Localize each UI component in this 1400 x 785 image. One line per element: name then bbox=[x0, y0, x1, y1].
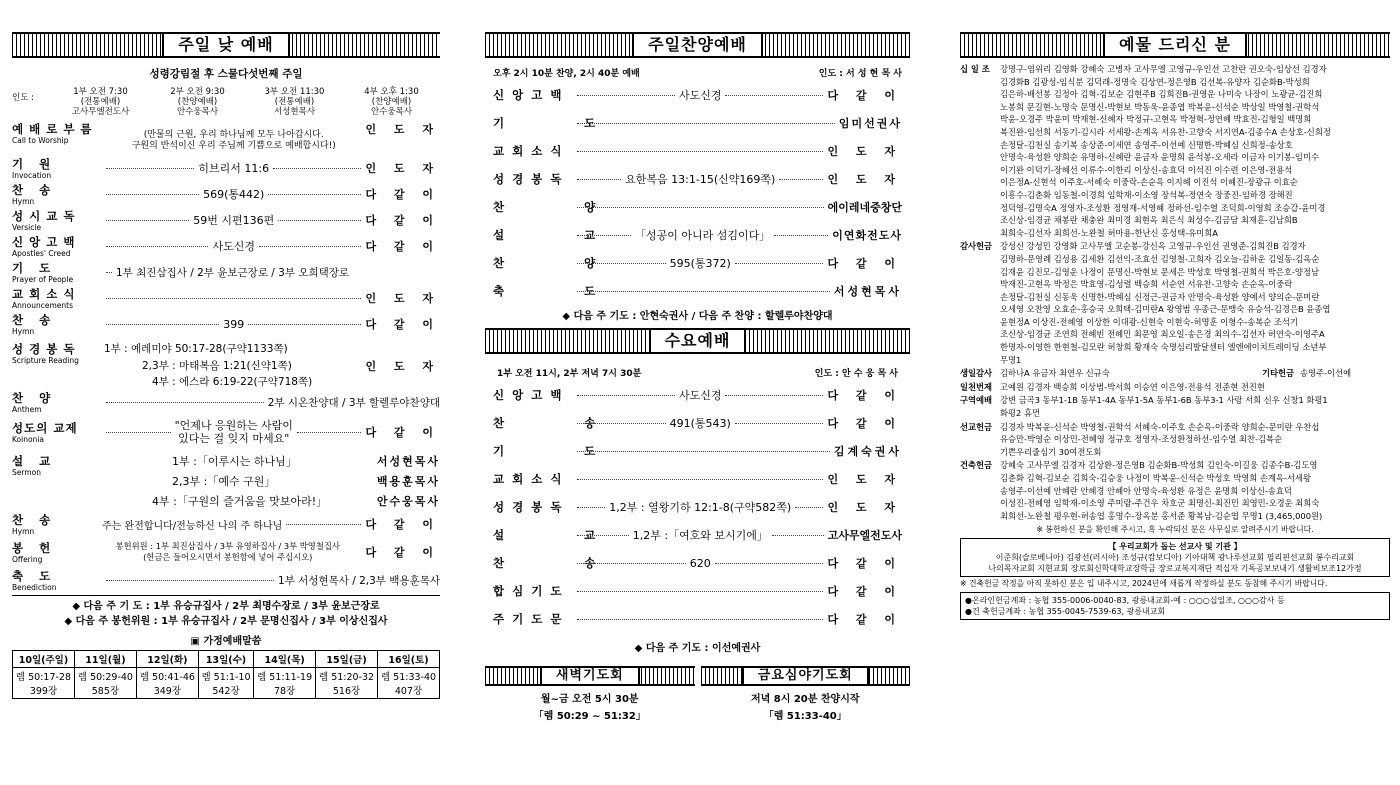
offering-category bbox=[960, 278, 1000, 291]
offering-group bbox=[960, 459, 1390, 522]
offering-names: 강명구-염위리 김영화 강혜숙 고병자 고사무엘 고영규-우인선 고찬란 권오숙-임상선 김경자 bbox=[1000, 64, 1327, 74]
offerings-title: 예물 드리신 분 bbox=[1103, 34, 1247, 56]
offering-category bbox=[960, 151, 1000, 164]
offering-category bbox=[960, 101, 1000, 114]
offering-line bbox=[960, 113, 1390, 126]
offering-line bbox=[960, 421, 1390, 434]
hymn-2: 찬 송 Hymn 399 다 같 이 bbox=[12, 313, 441, 336]
offering-category bbox=[960, 472, 1000, 485]
offering-group bbox=[960, 367, 1390, 380]
offering-line bbox=[960, 459, 1390, 472]
invocation: 기 원 Invocation 히브리서 11:6 인 도 자 bbox=[12, 157, 440, 180]
offering-names: 박윤-오경주 박윤미 박재현-신혜자 박정규-고현옥 박정혁-정연혜 박효진-김형일 백명희 bbox=[1000, 114, 1312, 125]
building-notice: ※ 건축헌금 작정을 아직 못하신 분은 입 내주시고, 2024년에 새롭게 작정하실 분도 동참해 주시기 바랍니다. bbox=[960, 579, 1328, 589]
offering-line bbox=[960, 354, 1390, 367]
offering-line bbox=[960, 497, 1390, 510]
offering-names: 강혜숙 고사무엘 김경자 김상환-정은영B 김순화B-박성희 김인숙-이길웅 김종수B-김도영 bbox=[1000, 460, 1318, 471]
scripture-reading: 성경봉독 Scripture Reading 1부 : 예레미야 50:17-28(구약1133쪽) 2,3부 : 마태복음 1:21(신약1쪽) 인 도 자 4부 : 에스라 6:19-22(구약718쪽) bbox=[12, 342, 440, 388]
offering-names: 송영주-이선예 안혜란 안혜경 안혜아 안명숙-육성환 유정은 윤명희 이상신-송효덕 bbox=[1000, 485, 1292, 496]
offering-line bbox=[960, 407, 1390, 420]
offering-names: 손정달-김천실 송기복 송상준-이세연 송영주-이선예 신명한-박혜심 신희정-송상호 bbox=[1000, 139, 1293, 150]
offering-names: 이성진-전혜영 임학재-이소영 주미람-주건우 차호군 최명신-최진민 최영민-오경운 최희숙 bbox=[1000, 498, 1320, 509]
offering-category bbox=[960, 328, 1000, 341]
offering-line bbox=[960, 164, 1390, 177]
service-times bbox=[12, 87, 440, 117]
sermon: 설 교 Sermon 1부 :「이루시는 하나님」 서성현목사 2,3부 :「예수 구원」 백용훈목사 4부 :「구원의 즐거움을 맛보아라!」 안수웅목사 bbox=[12, 454, 440, 508]
offering-category: 생일감사 bbox=[960, 368, 993, 379]
wednesday-item: 기 도 김계숙권사 bbox=[493, 444, 902, 458]
offering-category bbox=[960, 497, 1000, 510]
offering-line bbox=[960, 367, 1390, 380]
offering-category bbox=[960, 227, 1000, 240]
offering-line bbox=[960, 381, 1390, 394]
offering-names: 김경화B 김광성-임식분 김덕래-정명숙 김상연-정은영B 김선복-유양자 김순화B-박성희 bbox=[1000, 76, 1310, 87]
praise-item: 찬 양 595(통372) 다 같 이 bbox=[493, 256, 902, 270]
offering-names: 김하나A 유금자 최연우 신규숙 bbox=[1000, 368, 1110, 379]
wednesday-item: 찬 송 620 다 같 이 bbox=[493, 556, 903, 570]
offering-names: 송영주-이선예 bbox=[1300, 368, 1352, 379]
offering-names: 화평2 휴먼 bbox=[1000, 408, 1040, 419]
dawn-prayer: 새벽기도회 월~금 오전 5시 30분 「렘 50:29 ~ 51:32」 bbox=[485, 666, 695, 722]
offering-names: 김경자 박복윤-신석순 박영철-권학석 서혜숙-이주호 손순옥-이중락 양희순-문미란 우찬섭 bbox=[1000, 421, 1320, 432]
offering-line bbox=[960, 139, 1390, 152]
anthem: 찬 양 Anthem 2부 시온찬양대 / 3부 할렐루야찬양대 bbox=[12, 391, 440, 414]
offering-line bbox=[960, 76, 1390, 89]
offering-line bbox=[960, 485, 1390, 498]
praise-item: 축 도 서성현목사 bbox=[493, 284, 902, 298]
offering-line bbox=[960, 266, 1390, 279]
offering-category bbox=[960, 303, 1000, 316]
offering-names: 오세영 오찬영 오효순-홍승국 오희택-김미란A 왕영범 우종근-문맹숙 유승석-김경은B 윤종엽 bbox=[1000, 304, 1331, 315]
offering-category bbox=[960, 253, 1000, 266]
offering-category: 일천번제 bbox=[960, 381, 993, 392]
sunday-subtitle: 성령강림절 후 스물다섯번째 주일 bbox=[149, 68, 303, 80]
offering-line bbox=[960, 227, 1390, 240]
offering-group bbox=[960, 421, 1390, 459]
offering-category bbox=[960, 176, 1000, 189]
apostles-creed: 신앙고백 Apostles' Creed 사도신경 다 같 이 bbox=[12, 235, 440, 258]
offering-line bbox=[960, 151, 1390, 164]
wednesday-title: 수요예배 bbox=[649, 330, 747, 352]
offering-names: 김명하-문영례 김성용 김세환 김선익-조효선 김영철-고희자 김오늘-김하운 김일동-김옥순 bbox=[1000, 253, 1320, 264]
praise-item: 찬 양 에이레네중창단 bbox=[493, 200, 902, 214]
offering-line bbox=[960, 328, 1390, 341]
offering-line bbox=[960, 446, 1390, 459]
wednesday-item: 주 기 도 문 다 같 이 bbox=[493, 612, 902, 626]
offering-names: 유승만-박영순 이상민-전혜영 정규호 정영자-조성환정하선-임수열 최찬-김복순 bbox=[1000, 434, 1282, 445]
offering-names: 이은정A-신현석 이주호-서혜숙 이중락-손순옥 이지혜 이진석 이혜진-장광규 이효순 bbox=[1000, 177, 1298, 188]
offering-names: 노봉희 문길현-노명숙 문명신-박현보 박동욱-윤종엽 박복윤-신석순 박상일 박영철-권학석 bbox=[1000, 101, 1320, 112]
offering-names: 한명자-이영한 한현철-김모란 허창희 황재숙 숙명심리발달센터 엘엔에이치트레이딩 소년부 bbox=[1000, 342, 1327, 353]
offering-category: 기타헌금 bbox=[1261, 368, 1294, 379]
offering-category bbox=[960, 214, 1000, 227]
offerings-column bbox=[960, 32, 1390, 620]
offering-category: 십 일 조 bbox=[960, 64, 990, 74]
offering-names: 조신상-임경균 조연희 전혜빈 전혜민 최문영 최오일-송은경 최의수-김선자 허연숙-이영주A bbox=[1000, 329, 1325, 340]
benediction: 축 도 Benediction 1부 서성현목사 / 2,3부 백용훈목사 bbox=[12, 569, 440, 592]
offering-names: 손정달-김천실 신동욱 신명한-박혜심 신정근-권금자 안명숙-육성환 양예서 양의순-문미란 bbox=[1000, 291, 1320, 302]
wednesday-order-list bbox=[485, 381, 910, 633]
offering-line bbox=[960, 189, 1390, 202]
wednesday-item: 성 경 봉 독 1,2부 : 열왕기하 12:1-8(구약582쪽) 인 도 자 bbox=[493, 500, 902, 514]
offering-category bbox=[960, 485, 1000, 498]
service-3: 3부 오전 11:30 (전통예배) 서성현목사 bbox=[264, 87, 325, 117]
offering-line bbox=[960, 253, 1390, 266]
prayer: 기 도 Prayer of People 1부 최진삼집사 / 2부 윤보근장로 / 3부 오희택장로 bbox=[12, 261, 350, 284]
call-to-worship: 예배로부름 Call to Worship (만물의 근원, 우리 하나님께 모두 나아갑시다. 구원의 반석이신 우리 주님께 기쁨으로 예배합시다!) 인 도 자 bbox=[12, 122, 440, 151]
offering-category bbox=[960, 341, 1000, 354]
praise-title: 주일찬양예배 bbox=[632, 34, 763, 56]
wednesday-item: 신 앙 고 백 사도신경 다 같 이 bbox=[493, 388, 902, 402]
praise-next: ◆ 다음 주 기도 : 안현숙권사 / 다음 주 찬양 : 할렐루야찬양대 bbox=[562, 311, 833, 322]
offering-names: 최희선-노완철 평우현-허송엽 홍명수-장옥분 홍서준 황복남-김순엽 무명1 (3,465,000원) bbox=[1000, 510, 1323, 521]
versicle: 성시교독 Versicle 59번 시편136편 다 같 이 bbox=[12, 209, 441, 232]
offering-line bbox=[960, 240, 1390, 253]
offering-category bbox=[960, 291, 1000, 304]
wednesday-item: 교 회 소 식 인 도 자 bbox=[493, 472, 902, 486]
hymn-3: 찬 송 Hymn 주는 완전합니다/전능하신 나의 주 하나님 다 같 이 bbox=[12, 513, 440, 536]
offering-names: 정덕영-김명숙A 정영자-조성환 정영재-서영혜 정하선-임수열 조덕희-이영희 조승갑-윤미경 bbox=[1000, 202, 1326, 213]
offering-names: 조신상-임경균 채봉란 채충완 최미경 최현옥 최은식 최성수-김금담 최재훈-김남희B bbox=[1000, 215, 1298, 226]
offering-category bbox=[960, 266, 1000, 279]
offering-names: 이흥수-김춘화 임동철-이경희 임학재-이소영 장석복-정연숙 장중진-임하경 장해진 bbox=[1000, 189, 1293, 200]
offering-names: 김은하-배선봉 김정아 김혁-김보순 김현주B 김희진B-권영운 나미숙 나장이 노광균-김진희 bbox=[1000, 89, 1323, 100]
offering-category bbox=[960, 126, 1000, 139]
praise-item: 기 도 임미선권사 bbox=[493, 116, 902, 130]
wednesday-time-row: 1부 오전 11시, 2부 저녁 7시 30분 인도 : 안 수 웅 목 사 bbox=[497, 369, 898, 379]
bank-box: ●온라인헌금계좌 : 농협 355-0006-0040-83, 광릉내교회-예 : ○○○십일조, ○○○감사 등 ●건 축헌금계좌 : 농협 355-0045-7539-63, 광릉내교회 bbox=[960, 592, 1390, 620]
sunday-title-banner bbox=[12, 32, 440, 58]
leader-label: 인도 : bbox=[12, 93, 34, 103]
hymn-1: 찬 송 Hymn 569(통442) 다 같 이 bbox=[12, 183, 440, 206]
offering-names: 강성신 강성민 강영화 고사무엘 고순봉-강신옥 고영규-우인선 권영준-김희진B 김경자 bbox=[1000, 241, 1306, 252]
offering-names: 강변 금곡3 동부1-1B 동부1-4A 동부1-5A 동부1-6B 동부3-1 사랑 서희 신우 신창1 화평1 bbox=[1000, 395, 1328, 406]
offering-line bbox=[960, 278, 1390, 291]
praise-item: 신 앙 고 백 사도신경 다 같 이 bbox=[493, 88, 902, 102]
mission-box: 【 우리교회가 돕는 선교사 및 기관 】 이준희(슬로베니아) 김광선(러시아) 조성규(캄보디아) 기아대책 광나루선교회 필리핀선교회 봉수리교회 나의목자교회 지현교회 장로회신학대학교장학금 장로교복지재단 적십자 기독공보보내기 생활비보조12가정 bbox=[960, 538, 1390, 577]
offering-names: 윤현정A 이상진-전혜영 이상한 이대광-신현숙 이현숙-허명훈 이형수-송복순 조석기 bbox=[1000, 316, 1298, 327]
offering-category bbox=[960, 189, 1000, 202]
offering-names: 고예원 김경자 백승희 이상범-박서희 이승연 이은영-전용석 전준현 전진현 bbox=[1000, 381, 1265, 392]
praise-order-list bbox=[485, 81, 910, 305]
offering-line bbox=[960, 176, 1390, 189]
praise-item: 설 교 「성공이 아니라 섬김이다」 이연화전도사 bbox=[493, 228, 902, 242]
daily-title: ▣ 가정예배말씀 bbox=[190, 636, 262, 647]
wednesday-item: 합 심 기 도 다 같 이 bbox=[493, 584, 902, 598]
service-1: 1부 오전 7:30 (전통예배) 고사무엘전도사 bbox=[71, 87, 130, 117]
offering-category bbox=[960, 113, 1000, 126]
offerings-list bbox=[960, 63, 1390, 522]
offering-category bbox=[960, 139, 1000, 152]
offering-names: 기쁜우리줄심기 30여전도회 bbox=[1000, 446, 1102, 457]
offering-line bbox=[960, 291, 1390, 304]
service-4: 4부 오후 1:30 (찬양예배) 안수웅목사 bbox=[364, 87, 419, 117]
announcements: 교회소식 Announcements 인 도 자 bbox=[12, 287, 440, 310]
offering-group bbox=[960, 63, 1390, 239]
daily-table: 10일(주일) 11일(월) 12일(화) 13일(수) 14일(목) 15일(금) 16일(토) 렘 50:17-28 399장 렘 50:29-40 585장 렘 50:41-46 349장 렘 51:1-10 542장 렘 51:11-19 78장 렘 51:20-32 516장 렘 51:33-40 407장 bbox=[12, 650, 440, 699]
offering-line bbox=[960, 214, 1390, 227]
offering-group bbox=[960, 381, 1390, 394]
offering-names: 안명숙-육성환 양희순 유명하-신혜란 윤금자 윤명희 윤석봉-오세라 이금자 이기봉-임미수 bbox=[1000, 152, 1319, 163]
offering-names: 박재진-고현옥 박정은 박효영-김성렬 백승희 서순연 서유찬-고향숙 손순옥-이중락 bbox=[1000, 279, 1293, 290]
offering-line bbox=[960, 63, 1390, 76]
offering-names: 김춘화 김혁-김보순 김희숙-김승웅 나정이 박복윤-신석순 박성호 박영희 손계옥-서세왕 bbox=[1000, 473, 1311, 483]
friday-prayer: 금요심야기도회 저녁 8시 20분 찬양시작 「렘 51:33-40」 bbox=[701, 666, 911, 722]
wednesday-item: 찬 송 491(통543) 다 같 이 bbox=[493, 416, 902, 430]
offering-category bbox=[960, 433, 1000, 446]
offering-names: 무명1 bbox=[1000, 354, 1022, 365]
offering-group bbox=[960, 394, 1390, 419]
offering-category bbox=[960, 446, 1000, 459]
service-2: 2부 오전 9:30 (찬양예배) 안수웅목사 bbox=[170, 87, 225, 117]
offering-category bbox=[960, 510, 1000, 523]
offering-category: 선교헌금 bbox=[960, 421, 993, 432]
offering-names: 김재윤 김진모-김영운 나정이 문명신-박현보 문세은 박성호 박영철-권희석 박은호-양정남 bbox=[1000, 266, 1319, 277]
offerings-notice: ※ 봉헌하신 분을 확인해 주시고, 혹 누락되신 분은 사무실로 알려주시기 바랍니다. bbox=[1036, 525, 1314, 535]
praise-item: 교 회 소 식 인 도 자 bbox=[493, 144, 902, 158]
offering-names: 복진완-임선희 서동기-김시라 서세왕-손계옥 서유찬-고향숙 서지연A-김종수A 손상호-신희정 bbox=[1000, 126, 1331, 137]
wednesday-item: 설 교 1,2부 :「여호와 보시기에」 고사무엘전도사 bbox=[493, 528, 902, 542]
offering-line bbox=[960, 303, 1390, 316]
prayer-meetings bbox=[485, 666, 910, 722]
praise-item: 성 경 봉 독 요한복음 13:1-15(신약169쪽) 인 도 자 bbox=[493, 172, 903, 186]
offering-line bbox=[960, 394, 1390, 407]
sunday-worship-column bbox=[12, 32, 440, 699]
offering-category: 감사헌금 bbox=[960, 241, 993, 252]
offering-category bbox=[960, 88, 1000, 101]
offering-names: 최희숙-김선자 최희선-노완철 허마용-한난신 홍성택-유미희A bbox=[1000, 227, 1218, 238]
offering-line bbox=[960, 341, 1390, 354]
offering-line bbox=[960, 88, 1390, 101]
offering-line bbox=[960, 472, 1390, 485]
offering-category bbox=[960, 202, 1000, 215]
offerings-title-banner bbox=[960, 32, 1390, 58]
offering-line bbox=[960, 101, 1390, 114]
wednesday-title-banner bbox=[485, 328, 910, 354]
offering-group bbox=[960, 240, 1390, 366]
offering-category bbox=[960, 76, 1000, 89]
sunday-title: 주일 낮 예배 bbox=[162, 34, 289, 56]
offering-line bbox=[960, 510, 1390, 523]
wednesday-next: ◆ 다음 주 기도 : 이선예권사 bbox=[634, 643, 761, 654]
offering-line bbox=[960, 126, 1390, 139]
offering-category bbox=[960, 164, 1000, 177]
offering-line bbox=[960, 202, 1390, 215]
praise-title-banner bbox=[485, 32, 910, 58]
offering-line bbox=[960, 433, 1390, 446]
praise-time-row: 오후 2시 10분 찬양, 2시 40분 예배 인도 : 서 성 현 목 사 bbox=[493, 69, 902, 79]
offering-category: 구역예배 bbox=[960, 395, 993, 406]
offering-category bbox=[960, 354, 1000, 367]
offering-category bbox=[960, 407, 1000, 420]
offering-category bbox=[960, 316, 1000, 329]
offering-category: 건축헌금 bbox=[960, 460, 993, 471]
next-week-sunday: ◆ 다음 주 기 도 : 1부 유승규집사 / 2부 최명수장로 / 3부 윤보근장로 ◆ 다음 주 봉헌위원 : 1부 유승규집사 / 2부 문명신집사 / 3부 이상신집사 bbox=[12, 595, 440, 629]
praise-wednesday-column bbox=[485, 32, 910, 722]
offering-names: 이기완 이덕기-장혜선 이류수-이한리 이상신-송효덕 이석진 이수련 이은영-전용석 bbox=[1000, 164, 1293, 175]
offering-line bbox=[960, 316, 1390, 329]
koinonia: 성도의 교제 Koinonia "언제나 응원하는 사람이 있다는 걸 잊지 마세요" 다 같 이 bbox=[12, 419, 441, 445]
offering: 봉 헌 Offering 봉헌위원 : 1부 최진삼집사 / 3부 유영하집사 / 3부 박영철집사 (헌금은 들어오시면서 봉헌함에 넣어 주십시오) 다 같 이 bbox=[12, 541, 440, 564]
